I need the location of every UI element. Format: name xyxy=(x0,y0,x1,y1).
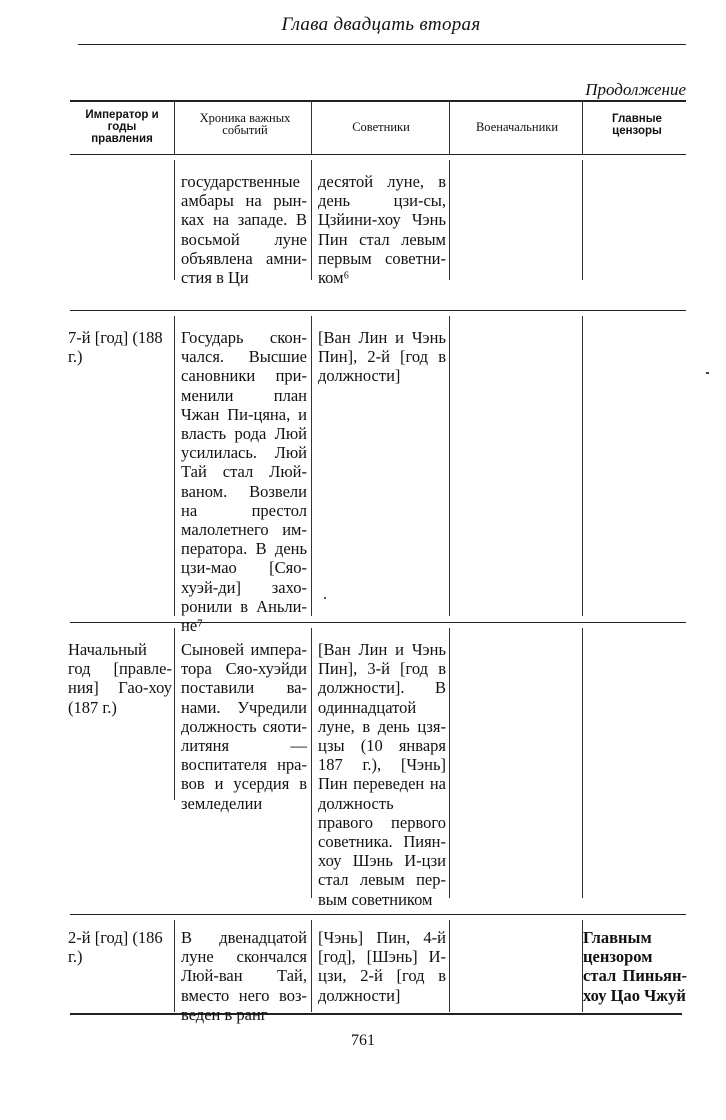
table-header-rule xyxy=(70,154,686,155)
column-header-advisors: Советники xyxy=(352,120,410,134)
header-rule xyxy=(78,44,686,45)
column-header-generals: Военачальники xyxy=(475,120,559,134)
row-separator xyxy=(70,622,686,623)
table-cell-emperor: 7-й [год] (188 г.) xyxy=(68,328,163,367)
column-divider xyxy=(449,920,450,1012)
table-bottom-rule xyxy=(70,1013,682,1015)
column-divider xyxy=(311,628,312,898)
column-header-emperor: Император и годы правления xyxy=(85,109,159,145)
table-cell-advisors: [Чэнь] Пин, 4-й [год], [Шэнь] И-цзи, 2-й [год в должности] xyxy=(318,928,446,1005)
column-header-chronicle: Хроника важных событий xyxy=(199,111,291,137)
column-divider xyxy=(582,316,583,616)
column-divider xyxy=(311,101,312,154)
table-cell-chronicle: В двенадцатой луне скончался Люй-ван Тай, вместо него возведен в ранг xyxy=(181,928,307,1024)
table-cell-emperor: Начальный год [правления] Гао-хоу (187 г.) xyxy=(68,640,172,717)
running-title: Глава двадцать вторая xyxy=(281,14,481,35)
column-divider xyxy=(582,160,583,280)
table-cell-chronicle: Государь скончался. Высшие сановники применили план Чжан Пи-цяна, и власть рода Люй усилилась. Люй Тай стал Люй-ваном. Возвели на престол малолетнего императора. В день цзи-мао [Сяохуэй-ди] захоронили в Аньлине⁷ xyxy=(181,328,307,636)
row-separator xyxy=(70,310,686,311)
column-divider xyxy=(174,920,175,1012)
table-cell-chronicle: государственные амбары на рынках на западе. В восьмой луне объявлена амнистия в Ци xyxy=(181,172,307,288)
column-divider xyxy=(174,160,175,280)
page-number: 761 xyxy=(351,1032,375,1049)
column-header-censors: Главные цензоры xyxy=(612,113,662,137)
margin-mark xyxy=(706,372,709,374)
column-divider xyxy=(449,160,450,280)
continuation-label: Продолжение xyxy=(585,80,686,99)
stray-dot xyxy=(324,597,326,599)
column-divider xyxy=(174,316,175,616)
table-cell-censors: Главным цензором стал Пиньян-хоу Цао Чжуй xyxy=(583,928,687,1005)
column-divider xyxy=(449,628,450,898)
column-divider xyxy=(174,628,175,800)
column-divider xyxy=(449,316,450,616)
column-divider xyxy=(582,101,583,154)
table-cell-advisors: [Ван Лин и Чэнь Пин], 3-й [год в должности]. В одиннадцатой луне, в день цзя-цзы (10 января 187 г.), [Чэнь] Пин переведен на должность правого первого советника. Пиян-хоу Шэнь И-цзи стал левым первым советником xyxy=(318,640,446,909)
table-top-rule xyxy=(70,100,686,102)
table-cell-chronicle: Сыновей императора Сяо-хуэйди поставили ванами. Учредили должность сяоти-литяня — воспитателя нравов и усердия в земледелии xyxy=(181,640,307,813)
table-cell-emperor: 2-й [год] (186 г.) xyxy=(68,928,163,967)
column-divider xyxy=(311,160,312,280)
table-cell-advisors: десятой луне, в день цзи-сы, Цзйини-хоу Чэнь Пин стал левым первым советником⁶ xyxy=(318,172,446,288)
table-cell-advisors: [Ван Лин и Чэнь Пин], 2-й [год в должности] xyxy=(318,328,446,386)
column-divider xyxy=(449,101,450,154)
column-divider xyxy=(174,101,175,154)
column-divider xyxy=(311,316,312,616)
row-separator xyxy=(70,914,686,915)
column-divider xyxy=(311,920,312,1012)
column-divider xyxy=(582,628,583,898)
